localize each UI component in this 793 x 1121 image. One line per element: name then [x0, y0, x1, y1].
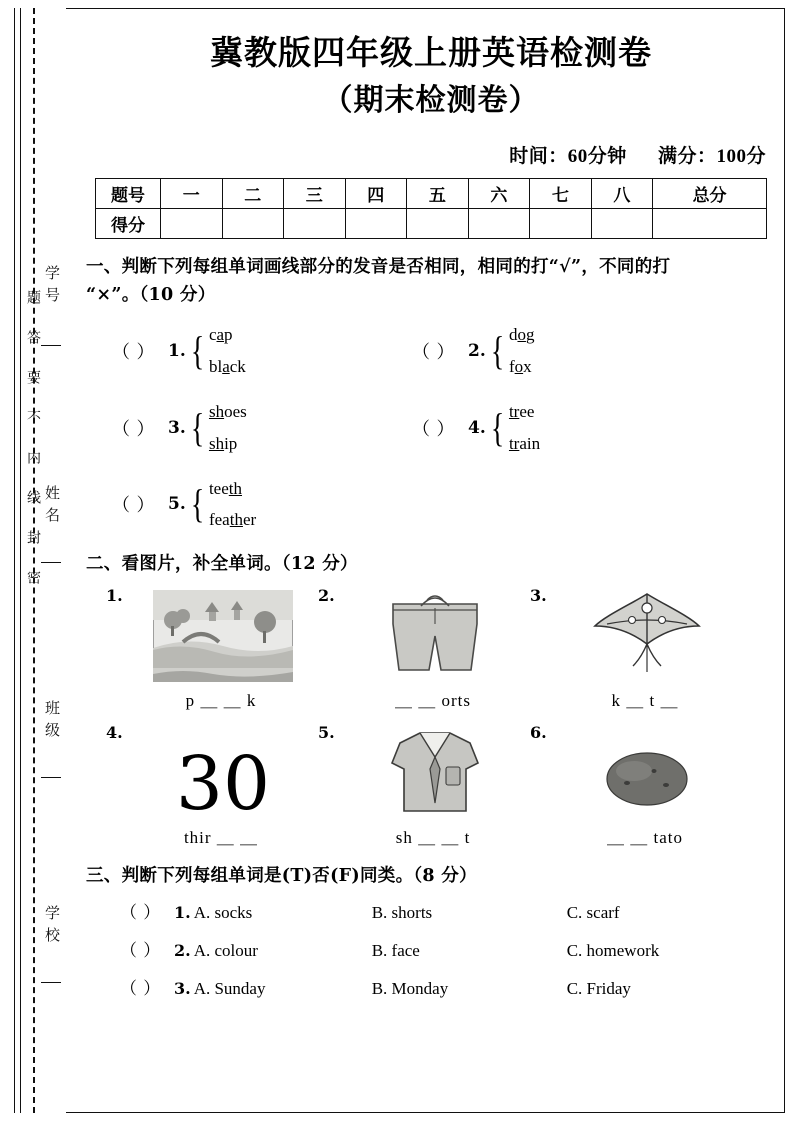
section-1-heading-cont: “×”。（10 分）: [86, 285, 216, 306]
pron-word-5a: [209, 473, 256, 504]
w: tee: [208, 479, 229, 498]
pron-item-4-number: 4.: [468, 417, 486, 438]
picture-cell-6: [530, 723, 742, 848]
pron-word-2b: [509, 351, 535, 382]
pron-word-5b: [209, 504, 256, 535]
w-underlined: sh: [208, 433, 225, 453]
w: bl: [208, 356, 223, 376]
page-subtitle: （期末检测卷）: [322, 83, 540, 119]
pron-item-4: [412, 396, 712, 459]
score-cell-8[interactable]: [591, 209, 653, 239]
mc-2-option-a[interactable]: A. colour: [193, 940, 258, 960]
picture-5-answer[interactable]: sh ＿ ＿ t: [395, 827, 471, 847]
page-border-top: [66, 8, 785, 9]
pron-item-1: [112, 319, 412, 382]
answer-blank-1[interactable]: （ ）: [112, 341, 156, 362]
w-end: ee: [519, 402, 535, 422]
score-cell-total[interactable]: [653, 209, 767, 239]
mc-3-option-b[interactable]: B. Monday: [371, 978, 449, 998]
brace-icon: {: [490, 404, 505, 450]
park-scene-icon: [128, 586, 318, 682]
score-cell-6[interactable]: [468, 209, 530, 239]
brace-icon: {: [190, 404, 205, 450]
pron-item-3-words: [209, 396, 247, 459]
w-end: g: [525, 325, 535, 345]
w-underlined: a: [216, 325, 225, 345]
section-2-heading: 二、看图片，补全单词。（12 分）: [86, 553, 358, 574]
mc-2-number: 2.: [174, 940, 191, 960]
w: c: [208, 325, 217, 345]
picture-3-answer[interactable]: k ＿ t ＿: [611, 690, 679, 710]
mc-row-2: [120, 936, 776, 961]
pron-item-5: [112, 473, 412, 536]
w-end: x: [523, 356, 532, 376]
w-underlined: a: [222, 356, 230, 376]
score-col-2: 二: [222, 179, 284, 209]
score-cell-3[interactable]: [284, 209, 346, 239]
exam-meta: [86, 141, 776, 168]
mc-2-option-c[interactable]: C. homework: [566, 940, 660, 960]
section-3-questions: [120, 898, 776, 999]
score-col-7: 七: [530, 179, 592, 209]
section-2-pictures: [106, 586, 776, 848]
number-thirty-icon: [128, 723, 318, 827]
sidebar-field-xuexiao: 学校: [43, 905, 59, 949]
answer-blank-2[interactable]: （ ）: [412, 341, 456, 362]
mc-3-number: 3.: [174, 978, 191, 998]
score-cell-1[interactable]: [161, 209, 223, 239]
mc-3-option-a[interactable]: A. Sunday: [193, 978, 266, 998]
picture-1-answer[interactable]: p ＿ ＿ k: [185, 690, 257, 710]
pron-item-3: [112, 396, 412, 459]
time-label: 时间：60分钟: [509, 146, 627, 168]
score-col-1: 一: [161, 179, 223, 209]
brace-icon: {: [490, 327, 505, 373]
page-border-right: [784, 8, 785, 1113]
picture-3-number: 3.: [530, 585, 547, 605]
answer-blank-3[interactable]: （ ）: [112, 418, 156, 439]
pron-word-3b: [209, 428, 247, 459]
picture-row-2: [106, 723, 776, 848]
w-underlined: tr: [508, 433, 520, 453]
w-underlined: tr: [508, 402, 520, 422]
pron-word-4a: [509, 396, 540, 427]
pron-word-1b: [209, 351, 246, 382]
pron-item-1-number: 1.: [168, 340, 186, 361]
section-1-heading: 一、判断下列每组单词画线部分的发音是否相同，相同的打“√”，不同的打: [86, 257, 671, 278]
sidebar-field-banji-line: [41, 777, 61, 778]
strip-rule-outer: [14, 8, 15, 1113]
picture-cell-1: [106, 586, 318, 711]
mc-2-option-b[interactable]: B. face: [371, 940, 420, 960]
picture-4-answer[interactable]: thir ＿ ＿: [183, 827, 259, 847]
sidebar-field-xingming-line: [41, 562, 61, 563]
picture-2-answer[interactable]: ＿ ＿ orts: [395, 690, 471, 710]
mc-row-1: [120, 898, 776, 923]
picture-cell-5: [318, 723, 530, 848]
shorts-icon: [340, 586, 530, 682]
answer-blank-4[interactable]: （ ）: [412, 418, 456, 439]
w-end: ck: [229, 356, 246, 376]
paper-content: [86, 26, 776, 1012]
pron-row-1: [112, 319, 776, 382]
shirt-icon: [340, 723, 530, 819]
score-col-total: 总分: [653, 179, 767, 209]
score-cell-4[interactable]: [345, 209, 407, 239]
picture-cell-4: [106, 723, 318, 848]
w-underlined: sh: [208, 402, 225, 422]
sidebar-field-xingming: 姓名: [43, 485, 59, 529]
sidebar-seal-note: 题答要不内线封密: [25, 290, 40, 610]
pron-item-3-number: 3.: [168, 417, 186, 438]
pron-item-1-words: [209, 319, 246, 382]
sidebar-field-xuehao: 学号: [43, 265, 59, 309]
score-col-8: 八: [591, 179, 653, 209]
w-underlined: o: [517, 325, 526, 345]
w-underlined: th: [229, 510, 243, 530]
w-end: ain: [519, 433, 541, 453]
mc-1-option-c[interactable]: C. scarf: [566, 902, 620, 922]
picture-6-answer[interactable]: ＿ ＿ tato: [607, 827, 683, 847]
pron-item-5-words: [209, 473, 256, 536]
score-col-6: 六: [468, 179, 530, 209]
picture-1-number: 1.: [106, 585, 123, 605]
sidebar-field-xuehao-line: [41, 345, 61, 346]
page-border-bottom: [66, 1112, 785, 1113]
pron-row-3: [112, 473, 776, 536]
section-3-heading: 三、判断下列每组单词是(T)否(F)同类。（8 分）: [86, 865, 477, 886]
w: d: [508, 325, 518, 345]
pron-item-5-number: 5.: [168, 494, 186, 515]
score-table-input-row: [96, 209, 767, 239]
kite-icon: [552, 586, 742, 682]
picture-cell-3: [530, 586, 742, 711]
mc-1-option-b[interactable]: B. shorts: [371, 902, 433, 922]
binding-strip: [0, 0, 66, 1121]
total-score-label: 满分：100分: [657, 146, 766, 168]
score-cell-7[interactable]: [530, 209, 592, 239]
w-end: er: [242, 510, 257, 530]
mc-row-3: [120, 974, 776, 999]
pron-word-4b: [509, 428, 540, 459]
mc-1-number: 1.: [174, 902, 191, 922]
w: fea: [208, 510, 230, 530]
pron-row-2: [112, 396, 776, 459]
score-table-row-label-1: 题号: [96, 179, 161, 209]
pron-item-2: [412, 319, 712, 382]
mc-answer-blank-1[interactable]: （ ）: [120, 902, 162, 922]
answer-blank-5[interactable]: （ ）: [112, 495, 156, 516]
brace-icon: {: [190, 327, 205, 373]
w-end: p: [224, 325, 233, 345]
score-col-4: 四: [345, 179, 407, 209]
brace-icon: {: [190, 481, 205, 527]
picture-4-number: 4.: [106, 722, 123, 742]
w: f: [508, 356, 515, 376]
pron-word-1a: [209, 319, 246, 350]
pron-item-2-number: 2.: [468, 340, 486, 361]
potato-icon: [552, 723, 742, 819]
score-table-row-label-2: 得分: [96, 209, 161, 239]
score-cell-2[interactable]: [222, 209, 284, 239]
mc-1-option-a[interactable]: A. socks: [193, 902, 253, 922]
w-end: oes: [224, 402, 247, 422]
mc-answer-blank-3[interactable]: （ ）: [120, 978, 162, 998]
pron-word-3a: [209, 396, 247, 427]
picture-6-number: 6.: [530, 722, 547, 742]
sidebar-field-xuexiao-line: [41, 982, 61, 983]
score-table: [95, 178, 767, 239]
score-table-header-row: [96, 179, 767, 209]
picture-cell-2: [318, 586, 530, 711]
mc-3-option-c[interactable]: C. Friday: [566, 978, 631, 998]
score-col-3: 三: [284, 179, 346, 209]
score-col-5: 五: [407, 179, 469, 209]
mc-answer-blank-2[interactable]: （ ）: [120, 940, 162, 960]
score-cell-5[interactable]: [407, 209, 469, 239]
w-underlined: th: [228, 479, 243, 498]
pron-word-2a: [509, 319, 535, 350]
w-end: ip: [224, 433, 238, 453]
picture-row-1: [106, 586, 776, 711]
page-title: 冀教版四年级上册英语检测卷: [210, 33, 652, 72]
sidebar-field-banji: 班级: [43, 700, 59, 744]
number-thirty-text: 30: [175, 740, 271, 827]
pron-item-2-words: [509, 319, 535, 382]
w-underlined: o: [514, 356, 524, 376]
section-1-items: [112, 319, 776, 536]
pron-item-4-words: [509, 396, 540, 459]
picture-2-number: 2.: [318, 585, 335, 605]
picture-5-number: 5.: [318, 722, 335, 742]
